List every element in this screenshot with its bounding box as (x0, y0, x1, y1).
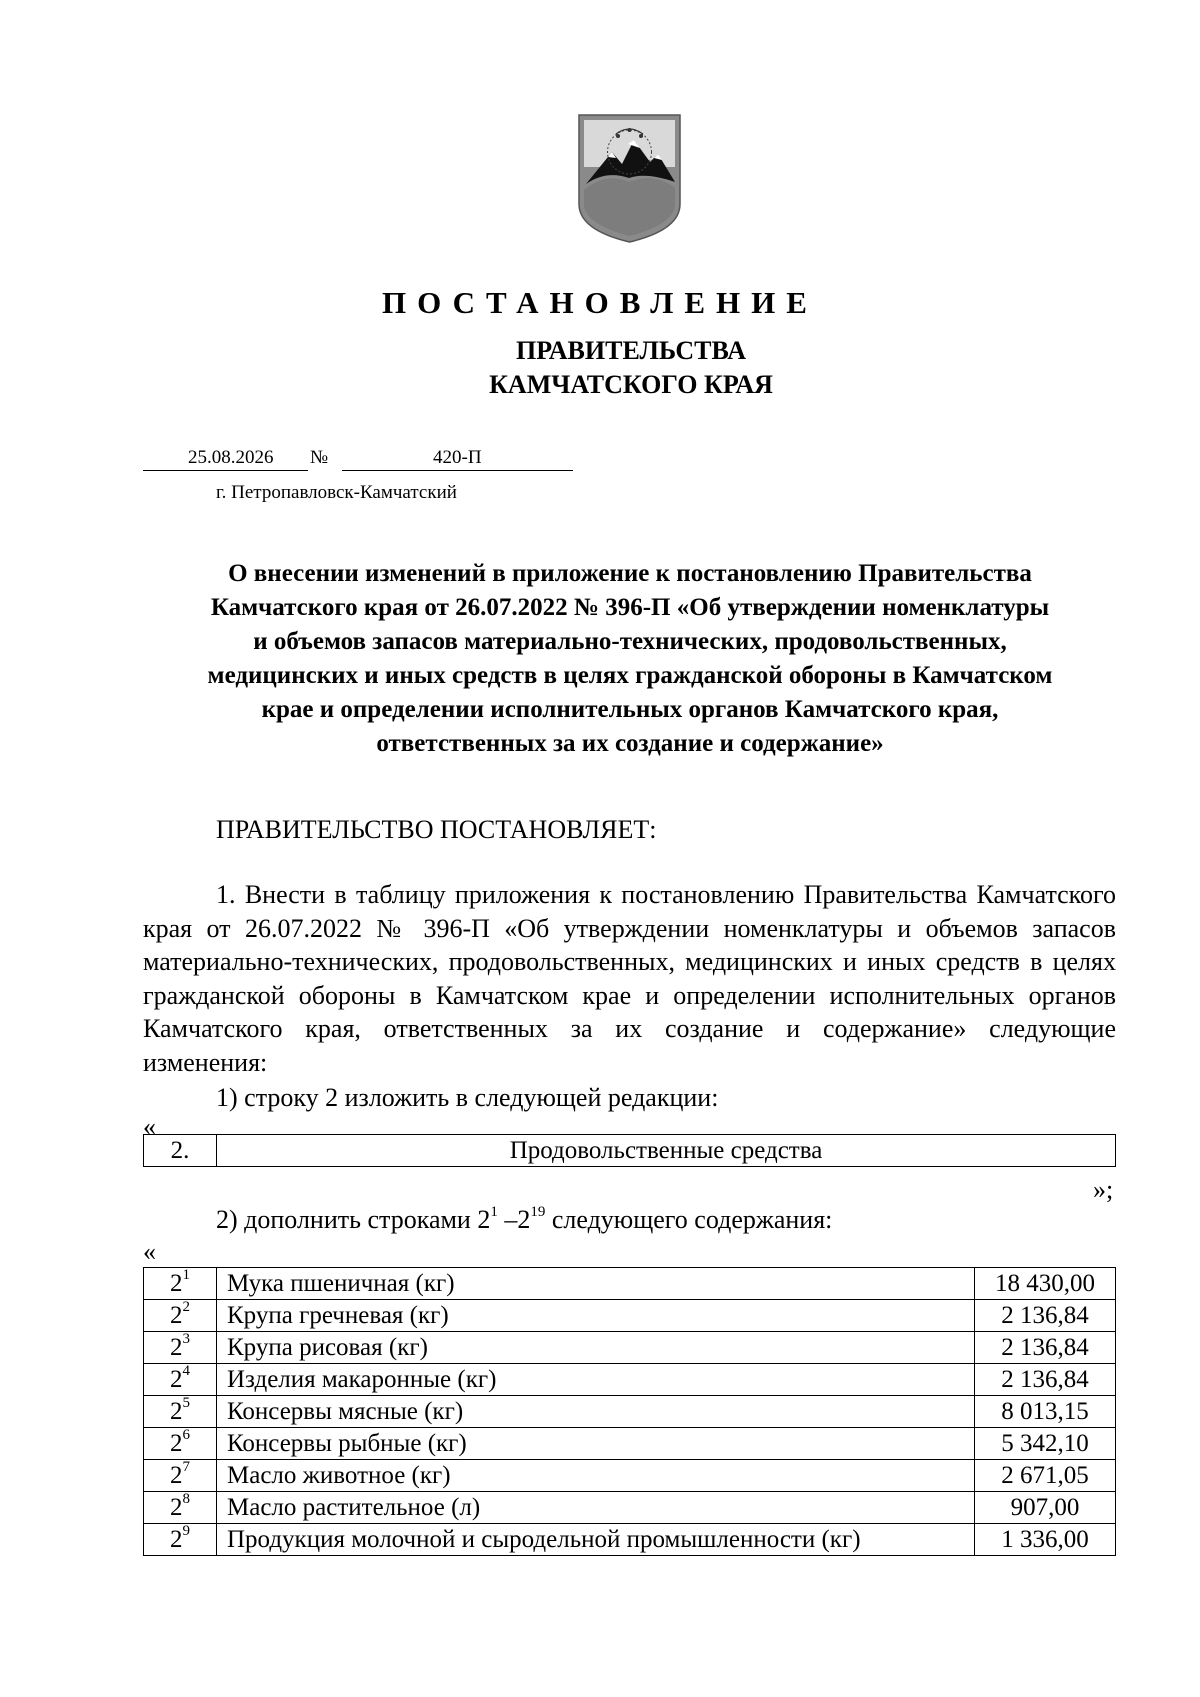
item-2 (216, 1205, 832, 1235)
quote-close-1: »; (1093, 1175, 1114, 1204)
row-name: Консервы мясные (кг) (217, 1396, 975, 1428)
number-sign: № (310, 447, 329, 468)
row-number-sup: 2 (182, 1299, 190, 1316)
row-value: 2 136,84 (975, 1364, 1116, 1396)
row-name: Консервы рыбные (кг) (217, 1428, 975, 1460)
table-row (144, 1396, 1116, 1428)
subject-line: крае и определении исполнительных органов Камчатского края, (261, 696, 999, 723)
row-name: Продукция молочной и сыродельной промышленности (кг) (217, 1524, 975, 1556)
subject-line: Камчатского края от 26.07.2022 № 396-П «Об утверждении номенклатуры (210, 594, 1050, 621)
coat-of-arms-emblem (576, 112, 683, 244)
date-number-line (143, 447, 573, 471)
row-number: 2. (144, 1135, 217, 1167)
row-2-table (143, 1134, 1116, 1167)
decree-heading: ПРАВИТЕЛЬСТВО ПОСТАНОВЛЯЕТ: (216, 815, 657, 844)
row-value: 18 430,00 (975, 1268, 1116, 1300)
row-number-sup: 7 (182, 1459, 190, 1476)
row-number-base: 2 (170, 1493, 183, 1521)
document-date: 25.08.2026 (188, 447, 274, 468)
row-number (144, 1524, 217, 1556)
document-number: 420-П (433, 447, 482, 468)
table-row (144, 1460, 1116, 1492)
row-number (144, 1492, 217, 1524)
item-2-suffix: следующего содержания: (545, 1205, 833, 1234)
row-value: 2 671,05 (975, 1460, 1116, 1492)
row-number-base: 2 (170, 1333, 183, 1361)
row-number-base: 2 (170, 1429, 183, 1457)
row-number (144, 1364, 217, 1396)
row-number-base: 2 (170, 1301, 183, 1329)
item-2-dash: –2 (497, 1205, 531, 1234)
row-number-sup: 1 (182, 1267, 190, 1284)
row-value: 2 136,84 (975, 1300, 1116, 1332)
row-number-sup: 4 (182, 1363, 190, 1380)
date-underline (143, 470, 308, 471)
row-number-sup: 6 (182, 1427, 190, 1444)
table-row (144, 1268, 1116, 1300)
food-supplies-table (143, 1267, 1116, 1556)
subject-line: медицинских и иных средств в целях гражданской обороны в Камчатском (207, 662, 1053, 689)
document-subject (130, 557, 1130, 761)
table-row (144, 1300, 1116, 1332)
row-value: 1 336,00 (975, 1524, 1116, 1556)
issuer-line-2: КАМЧАТСКОГО КРАЯ (489, 370, 773, 399)
quote-open-2: « (143, 1237, 156, 1266)
city-name: г. Петропавловск-Камчатский (216, 482, 457, 503)
row-number-sup: 5 (182, 1395, 190, 1412)
row-value: 2 136,84 (975, 1332, 1116, 1364)
row-number-base: 2 (170, 1269, 183, 1297)
row-number (144, 1428, 217, 1460)
paragraph-1 (143, 878, 1116, 1079)
table-row (144, 1524, 1116, 1556)
item-2-sup-1: 1 (490, 1204, 498, 1221)
quote-open-1: « (143, 1112, 156, 1141)
row-number-sup: 9 (182, 1523, 190, 1540)
row-value: 907,00 (975, 1492, 1116, 1524)
row-number (144, 1300, 217, 1332)
row-name: Изделия макаронные (кг) (217, 1364, 975, 1396)
row-number-base: 2 (170, 1365, 183, 1393)
number-underline (342, 470, 573, 471)
table-row (144, 1332, 1116, 1364)
table-row (144, 1135, 1116, 1167)
row-number (144, 1268, 217, 1300)
paragraph-1-text: 1. Внести в таблицу приложения к постановлению Правительства Камчатского края от 26.07.2022 № 396-П «Об утверждении номенклатуры и объемов запасов материально-технических, продовольственных, медицинских и иных средств в целях гражданской обороны в Камчатском крае и определении исполнительных органов Камчатского края, ответственных за их создание и содержание» следующие изменения: (143, 880, 1116, 1077)
row-number-base: 2 (170, 1525, 183, 1553)
row-number-base: 2 (170, 1397, 183, 1425)
row-value: 8 013,15 (975, 1396, 1116, 1428)
issuer-line-1: ПРАВИТЕЛЬСТВА (516, 336, 746, 365)
row-number-base: 2 (170, 1461, 183, 1489)
row-value: 5 342,10 (975, 1428, 1116, 1460)
row-name: Масло растительное (л) (217, 1492, 975, 1524)
row-name: Крупа гречневая (кг) (217, 1300, 975, 1332)
row-name: Продовольственные средства (217, 1135, 1116, 1167)
row-number-sup: 8 (182, 1491, 190, 1508)
table-row (144, 1428, 1116, 1460)
row-name: Мука пшеничная (кг) (217, 1268, 975, 1300)
document-title: ПОСТАНОВЛЕНИЕ (382, 285, 818, 320)
row-number (144, 1460, 217, 1492)
item-2-sup-2: 19 (530, 1204, 546, 1221)
subject-line: О внесении изменений в приложение к постановлению Правительства (228, 560, 1032, 587)
item-2-prefix: 2) дополнить строками 2 (216, 1205, 491, 1234)
subject-line: ответственных за их создание и содержание» (376, 730, 884, 757)
row-name: Масло животное (кг) (217, 1460, 975, 1492)
table-row (144, 1492, 1116, 1524)
subject-line: и объемов запасов материально-технических, продовольственных, (253, 628, 1007, 655)
row-name: Крупа рисовая (кг) (217, 1332, 975, 1364)
table-row (144, 1364, 1116, 1396)
row-number (144, 1332, 217, 1364)
item-1: 1) строку 2 изложить в следующей редакции: (216, 1083, 719, 1112)
row-number-sup: 3 (182, 1331, 190, 1348)
row-number (144, 1396, 217, 1428)
